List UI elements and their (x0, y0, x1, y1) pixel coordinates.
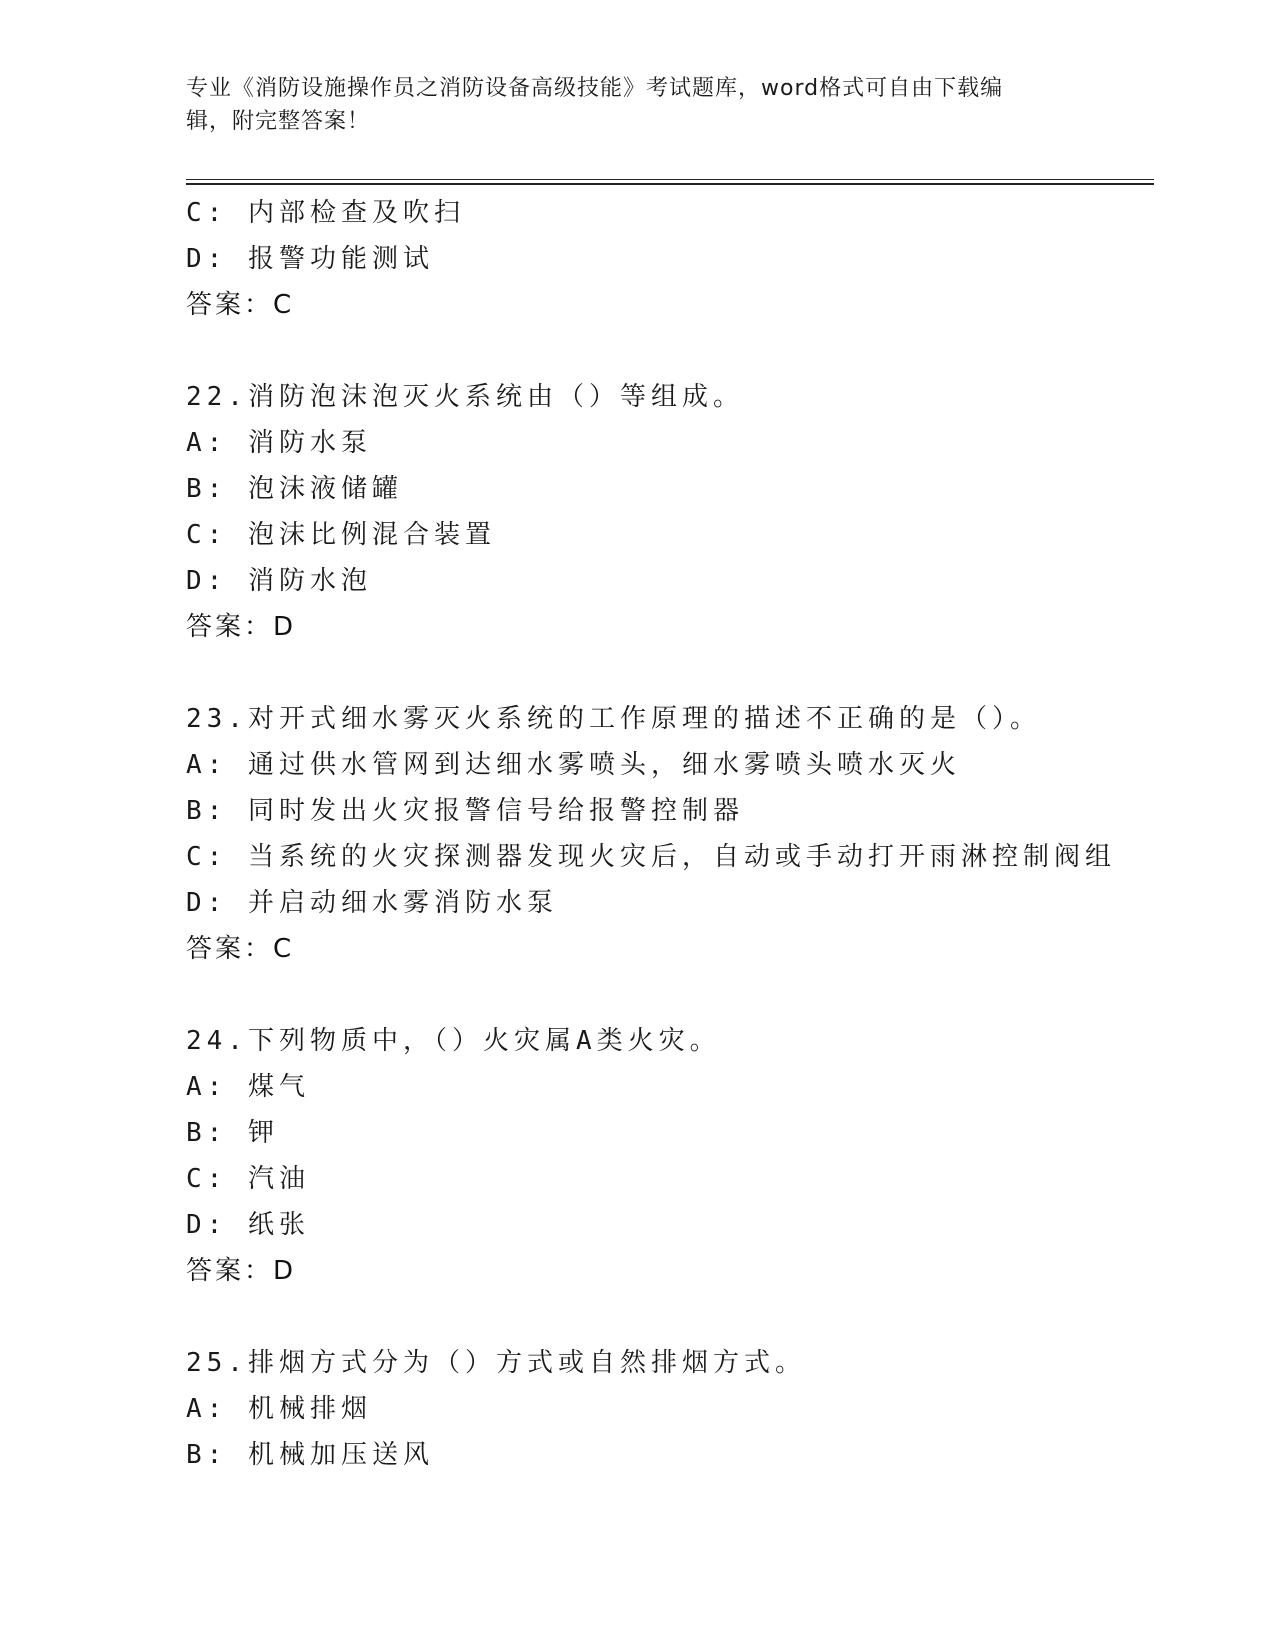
option-line: A: 通过供水管网到达细水雾喷头，细水雾喷头喷水灭火 (186, 750, 961, 780)
document-header (186, 72, 1066, 138)
question-stem: 22.消防泡沫泡灭火系统由（）等组成。 (186, 382, 744, 412)
option-line: C: 内部检查及吹扫 (186, 198, 465, 228)
option-line: D: 并启动细水雾消防水泵 (186, 888, 558, 918)
question-fragment (186, 190, 1154, 328)
answer-line: 答案：C (186, 934, 295, 964)
header-divider-thick (186, 183, 1154, 185)
option-line: D: 纸张 (186, 1210, 310, 1240)
option-line: B: 泡沫液储罐 (186, 474, 403, 504)
question-stem: 23.对开式细水雾灭火系统的工作原理的描述不正确的是（）。 (186, 704, 1041, 734)
question-22 (186, 374, 1154, 650)
header-divider-thin (186, 179, 1154, 180)
header-line-1: 专业《消防设施操作员之消防设备高级技能》考试题库，word格式可自由下载编 (186, 76, 1004, 101)
option-line: C: 泡沫比例混合装置 (186, 520, 496, 550)
answer-line: 答案：D (186, 1256, 297, 1286)
option-line: A: 煤气 (186, 1072, 310, 1102)
question-24 (186, 1018, 1154, 1294)
answer-line: 答案：C (186, 290, 295, 320)
option-line: D: 报警功能测试 (186, 244, 434, 274)
header-line-2: 辑，附完整答案！ (186, 109, 371, 134)
option-line: A: 机械排烟 (186, 1394, 372, 1424)
option-line: B: 钾 (186, 1118, 279, 1148)
question-stem: 24.下列物质中，（）火灾属A类火灾。 (186, 1026, 721, 1056)
question-stem: 25.排烟方式分为（）方式或自然排烟方式。 (186, 1348, 806, 1378)
question-25 (186, 1340, 1154, 1478)
option-line: A: 消防水泵 (186, 428, 372, 458)
option-line: C: 当系统的火灾探测器发现火灾后，自动或手动打开雨淋控制阀组 (186, 842, 1116, 872)
answer-line: 答案：D (186, 612, 297, 642)
option-line: D: 消防水泡 (186, 566, 372, 596)
question-list (186, 190, 1154, 1478)
question-23 (186, 696, 1154, 972)
option-line: B: 机械加压送风 (186, 1440, 434, 1470)
option-line: B: 同时发出火灾报警信号给报警控制器 (186, 796, 744, 826)
option-line: C: 汽油 (186, 1164, 310, 1194)
